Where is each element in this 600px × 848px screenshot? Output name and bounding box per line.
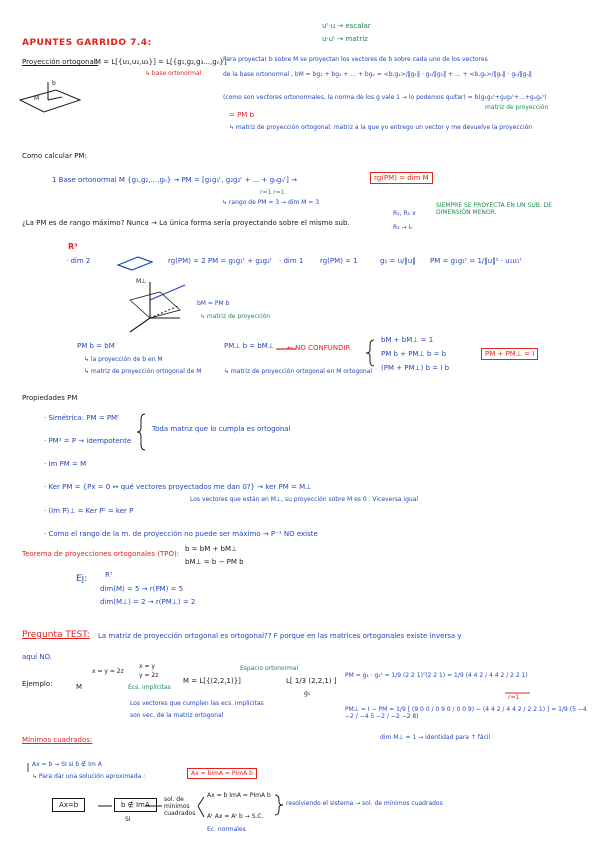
tpo-dim1: dim(M) = 5 → r(PM) = 5 [100,585,184,593]
calc-r3: R₃ → Iₙ [393,224,413,231]
bm-eq: bM = PM b [197,300,230,307]
proj-text-3: (como son vectores ortonormales, la norma de los g vale 1 → lo podemos quitar) = b(g₁g₁ᵗ+g₂g₂ᵗ+...+gₙgₙᵗ) [223,94,547,101]
ejemplo-nota3: dim M⊥ = 1 → identidad para ↑ fácil [380,734,491,741]
flow-sol: sol. de mínimos cuadrados [164,796,196,817]
confundir-right-1: bM + bM⊥ = 1 [381,336,434,344]
confundir-right-3: (PM + PM⊥) b = I b [381,364,450,372]
confundir-left-1: PM b = bM [77,342,115,350]
ejemplo-r1: r=1 [508,694,520,701]
tpo-eq1: b = bM + bM⊥ [185,545,238,553]
r3-pm1: PM = g₁g₁ᵗ = 1/‖u‖² · u₁u₁ᵗ [430,257,522,265]
page-title: APUNTES GARRIDO 7.4: [22,38,152,48]
ejemplo-nota1: Los vectores que cumplen las ecs. implícitas [130,700,264,707]
r3-rg2: rg(PM) = 2 PM = g₁g₁ᵗ + g₂g₂ᵗ [168,257,272,265]
tpo-r7: R⁷ [105,571,113,579]
ejemplo-nota2: son vec. de la matriz ortogonal [130,712,224,719]
calc-r2: R₂, R₂ ∨ [393,210,417,217]
r3-dim1: · dim 1 [279,257,304,265]
PM-note: ↳ matriz de proyección ortogonal: matriz a la que yo entrego un vector y me devuelve la proyección [229,124,533,131]
diagram-M-label: M [34,95,40,102]
prop-toda-matriz: Toda matriz que lo cumpla es ortogonal [152,425,291,433]
rank-question: ¿La PM es de rango máximo? Nunca → La única forma sería proyectando sobre el mismo sub. [22,219,350,227]
tpo-label: Teorema de proyecciones ortogonales (TPO): [22,550,180,558]
rank-note: ↳ rango de PM = 3 → dim M = 3 [222,199,320,206]
matriz-proy-note: ↳ matriz de proyección [200,313,271,320]
tpo-ej: Ej: [76,574,88,584]
proj-label: Proyección ortogonal: [22,58,99,66]
minimos-box1: Ax = bImA = PImA b [187,768,257,779]
PMb-label: = PM b [229,111,255,119]
flow-si: SI [125,816,131,823]
axis-y [130,318,150,332]
flow-branch1: Ax = b ImA = PImA b [207,792,271,799]
prop-simetrica: · Simétrica: PM = PMᵗ [44,414,120,422]
calc-label: Como calcular PM: [22,152,87,160]
prop-ker: · Ker PM = {Px = 0 ↔ qué vectores proyectados me dan 0?} → ker PM = M⊥ [44,483,312,491]
ejemplo-PM: PM = g₁ · g₁ᵗ = 1/9 (2 2 1)ᵀ(2 2 1) = 1/9 (4 4 2 / 4 4 2 / 2 2 1) [345,672,528,679]
ejemplo-L-eq: L[ 1/3 (2,2,1) ] [286,677,337,685]
confundir-left-3: ↳ matriz de proyección ortogonal de M [84,368,202,375]
confundir-right-2: PM b + PM⊥ b = b [381,350,447,358]
flow-branch2: Aᵗ Ax = Aᵗ b → S.C. [207,813,264,820]
vector-b-2 [150,285,185,300]
def-matrix: u·uᵗ → matriz [322,35,368,43]
test-question: La matriz de proyección ortogonal es ortogonal?? F porque en las matrices ortogonales existe inversa y [98,632,462,640]
ejemplo-sys3: y = 2z [139,672,159,679]
ejemplo-sys1: x = y = 2z [92,668,124,675]
prop-im: · Im PM = M [44,460,87,468]
base-note: ↳ base ortonormal [145,70,202,77]
ejemplo-g1: g₁ [304,690,311,697]
test-label: Pregunta TEST: [22,630,90,640]
ejemplo-M-eq: M = L[{(2,2,1)}] [183,677,241,685]
diagram-b-label: b [52,80,56,87]
ejemplo-label: Ejemplo: [22,680,53,688]
def-scalar: uᵗ·u → escalar [322,22,371,30]
r3-dim2: · dim 2 [66,257,91,265]
ejemplo-PMperp: PM⊥ = I − PM = 1/9 [ (9 0 0 / 0 9 0 / 0 0 9) − (4 4 2 / 4 4 2 / 2 2 1) ] = 1/9 (5 −4 −2 / −4 5 −2 / −2 −2 8) [345,706,587,720]
matrix-note: matriz de proyección [485,104,549,111]
vector-bm-1 [48,97,62,100]
calc-r1: r=1 r=1 [260,189,285,196]
mperp-label: M⊥ [136,278,147,285]
plane-diagram-3 [130,292,180,318]
plane-diagram-1 [20,90,80,112]
flow-axb: Ax=b [52,798,85,812]
result-box: PM + PM⊥ = I [481,348,538,360]
proj-sub-note: SIEMPRE SE PROYECTA EN UN SUB. DE DIMENSIÓN MENOR. [436,202,553,216]
confundir-mid-2: ↳ matriz de proyección ortogonal en M ortogonal [224,368,373,375]
minimos-l1: Ax = b → SI si b ∉ Im A [32,761,102,768]
prop-imp: · (Im P)⊥ = Ker Pᵗ = ker P [44,507,134,515]
test-question-2: aquí NO. [22,653,53,661]
proj-text-2: de la base ortonormal , bM = bg₁ + bg₂ + ... + bgₙ = <b,g₁>/‖g₁‖ · g₁/‖g₁‖ + ... + <b,gₙ>/‖gₙ‖ · gₙ/‖gₙ‖ [223,71,532,78]
rank-box: rg(PM) = dim M [370,172,433,184]
flow-ecnorm: Ec. normales [207,826,246,833]
prop-idempotente: · PM² = P → idempotente [44,437,132,445]
flow-branch [198,797,204,817]
ejemplo-espacio: Espacio ortonormal [240,665,299,672]
confundir-mid-1: PM⊥ b = bM⊥ [224,342,274,350]
flow-bima: b ∉ ImA [114,798,157,812]
r3-rg1: rg(PM) = 1 [320,257,358,265]
tpo-dim2: dim(M⊥) = 2 → r(PM⊥) = 2 [100,598,196,606]
flow-resolviendo: resolviendo el sistema → sol. de mínimos cuadrados [286,800,443,807]
no-confundir: ← NO CONFUNDIR [287,344,351,352]
minimos-l2: ↳ Para dar una solución aproximada : [32,773,146,780]
minimos-label: Mínimos cuadrados: [22,736,93,744]
r3-g1: g₁ = u/‖u‖ [380,257,416,265]
brace-props [137,414,145,450]
brace-right [366,340,374,366]
r3-label: R³ [68,242,78,251]
brace-minimos [275,795,283,815]
confundir-left-2: ↳ la proyección de b en M [84,356,163,363]
plane-diagram-2 [118,257,152,270]
prop-rango: · Como el rango de la m. de proyección no puede ser máximo → P⁻¹ NO existe [44,530,318,538]
calc-base: 1 Base ortonormal M {g₁,g₂,...,gₙ} → PM = [g₁g₁ᵗ, g₂g₂ᵗ + ... + gₙgₙᵗ] → [52,176,297,184]
proj-text-1: Para proyectar b sobre M se proyectan los vectores de b sobre cada uno de los vectores [223,56,488,63]
tpo-eq2: bM⊥ = b − PM b [185,558,244,566]
proj-M-def: M = L[{u₁,u₂,u₃}] = L[{g₁,g₂,g₃...,gₙ}] [95,58,227,66]
props-label: Propiedades PM [22,394,78,402]
ejemplo-ecs: Ecs. implícitas [128,684,171,691]
ejemplo-m: M [76,683,83,691]
prop-ker-note: Los vectores que están en M⊥, su proyección sobre M es 0 . Viceversa igual [190,496,419,503]
ejemplo-sys2: x = y [139,663,155,670]
